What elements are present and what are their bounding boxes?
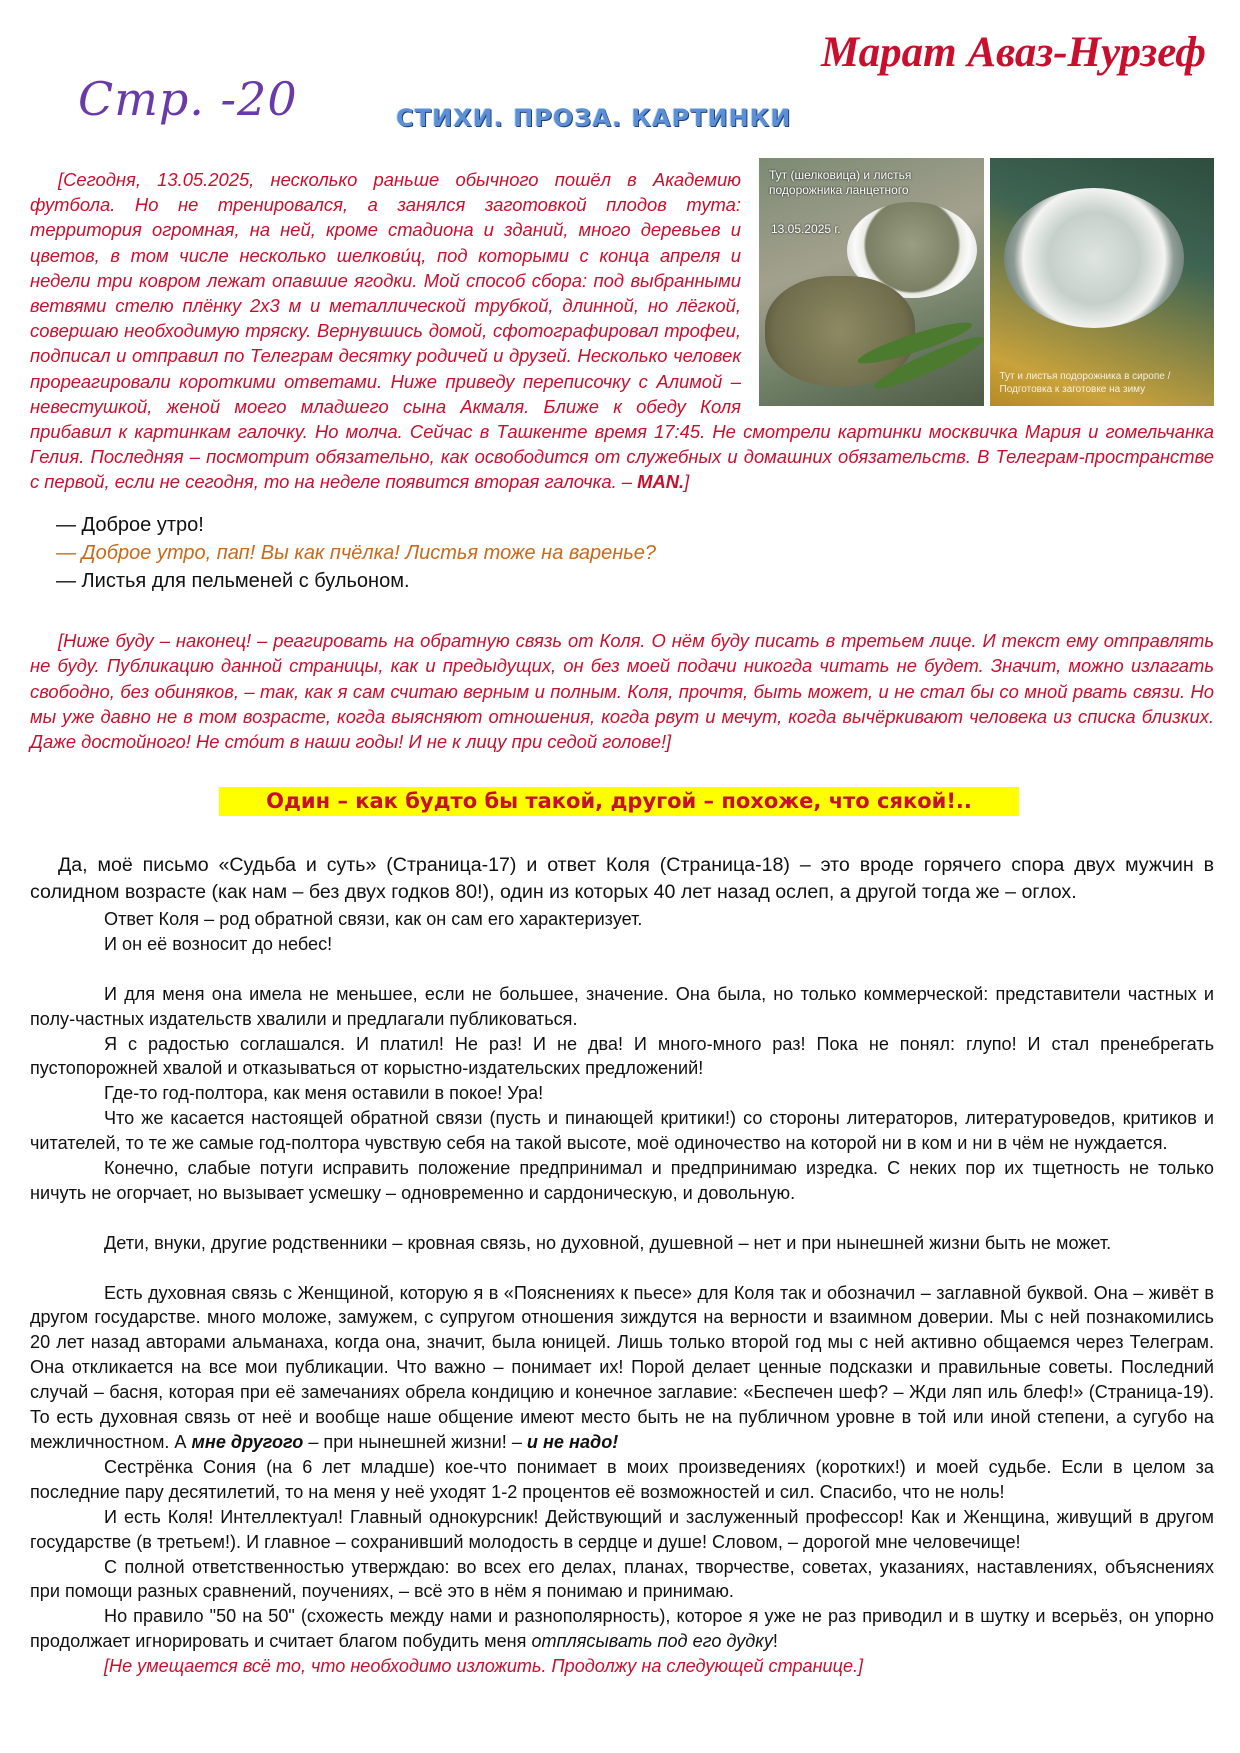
section-title: СТИХИ. ПРОЗА. КАРТИНКИ — [396, 104, 792, 132]
emphasis-text: мне другого — [191, 1431, 304, 1452]
photo-caption: Тут (шелковица) и листья подорожника ланцетного — [769, 168, 912, 197]
body-paragraph: С полной ответственностью утверждаю: во всех его делах, планах, творчестве, советах, указаниях, наставлениях, объяснениях при помощи разных сравнений, поучениях, – всё это в нём я понимаю и принимаю. — [30, 1556, 1214, 1602]
body-text-run: Есть духовная связь с Женщиной, которую я в «Пояснениях к пьесе» для Коля так и обозначил – заглавной буквой. Она – живёт в другом государстве. много моложе, замужем, с супругом отношения зиждутся на верности и взаимном доверии. Мы с ней познакомились 20 лет назад авторами альманаха, когда она, значит, была юницей. Лишь только второй год мы с ней активно общаемся через Телеграм. Она откликается на все мои публикации. Что важно – понимает их! Порой делает ценные подсказки и правильные советы. Последний случай – басня, которая при её замечаниях обрела кондицию и конечное заглавие: «Беспечен шеф? – Жди ляп иль блеф!» (Страница-19). То есть духовная связь от неё и вообще наше общение имеют место быть не на публичном уровне в той или иной степени, а сугубо на межличностном. А — [30, 1282, 1214, 1452]
dialog-line-3: — Листья для пельменей с бульоном. — [56, 570, 410, 592]
body-text-run: ! — [772, 1631, 778, 1652]
photo-date: 13.05.2025 г. — [771, 222, 841, 236]
body-text-run: Но правило "50 на 50" (схожесть между нами и разнополярность), которое я уже не раз приводил и в шутку и всерьёз, он упорно продолжает игнорировать и считает благом побудить меня — [30, 1606, 1214, 1652]
body-paragraph: Я с радостью соглашался. И платил! Не раз! И не два! И много-много раз! Пока не понял: глупо! И стал пренебрегать пустопорожней хвалой и отказываться от корыстно-издательских предложений! — [30, 1033, 1214, 1079]
body-paragraph: Конечно, слабые потуги исправить положение предпринимал и предпринимаю изредка. С неких пор их тщетность не только ничуть не огорчает, но вызывает усмешку – одновременно и сардоническую, и довольную. — [30, 1158, 1214, 1203]
dialog-line-1: — Доброе утро! — [56, 514, 204, 536]
dialog-block — [56, 511, 656, 595]
continued-note: [Не умещается всё то, что необходимо изложить. Продолжу на следующей странице.] — [104, 1656, 864, 1677]
intro-close: ] — [684, 471, 690, 493]
photo-bowl-syrup — [990, 158, 1215, 406]
body-paragraph: И он её возносит до небес! — [104, 933, 333, 954]
page-number: Стр. -20 — [78, 72, 298, 126]
emphasis-text: и не надо! — [526, 1431, 619, 1452]
body-paragraph: Ответ Коля – род обратной связи, как он сам его характеризует. — [104, 909, 643, 929]
body-paragraph: Где-то год-полтора, как меня оставили в покое! Ура! — [104, 1083, 544, 1104]
photo-note: Тут и листья подорожника в сиропе / Подготовка к заготовке на зиму — [999, 371, 1171, 395]
highlighted-headline: Один – как будто бы такой, другой – похоже, что сякой!.. — [219, 787, 1019, 816]
intro-text: [Сегодня, 13.05.2025, несколько раньше обычного пошёл в Академию футбола. Но не тренировался, а занялся заготовкой плодов тута: территория огромная, на ней, кроме стадиона и зданий, много деревьев и цветов, в том числе несколько шелкови́ц, под которыми с конца апреля и недели три ковром лежат опавшие ягодки. Мой способ сбора: под выбранными ветвями стелю плёнку 2х3 м и металлической трубкой, длинной, но лёгкой, совершаю необходимую тряску. Вернувшись домой, сфотографировал трофеи, подписал и отправил по Телеграм десятку родичей и друзей. Несколько человек прореагировали короткими ответами. Ниже приведу переписочку с Алимой – невестушкой, женой моего младшего сына Акмаля. Ближе к обеду Коля прибавил к картинкам галочку. Но молча. Сейчас в Ташкенте время 17:45. Не смотрели картинки москвичка Мария и гомельчанка Гелия. Последняя – посмотрит обязательно, как освободится от служебных и домашних обязательств. В Телеграм-пространстве с первой, если не сегодня, то на неделе появится вторая галочка. – — [30, 169, 1214, 493]
body-text — [30, 907, 1214, 1679]
author-name: Марат Аваз-Нурзеф — [821, 29, 1206, 76]
italic-text: отплясывать под его дудку — [531, 1631, 773, 1652]
body-paragraph: Что же касается настоящей обратной связи (пусть и пинающей критики!) со стороны литераторов, литературоведов, критиков и читателей, то те же самые год-полтора чувствую себя на такой высоте, моё одиночество на которой ни в ком и ни в чём не нуждается. — [30, 1108, 1214, 1154]
body-paragraph: Сестрёнка Сония (на 6 лет младше) кое-что понимает в моих произведениях (коротких!) и моей судьбе. Если в целом за последние пару десятилетий, то на меня у неё уходят 1-2 процентов её возможностей и сил. Спасибо, что не ноль! — [30, 1456, 1214, 1502]
photo-pair — [759, 158, 1214, 406]
author-note: [Ниже буду – наконец! – реагировать на обратную связь от Коля. О нём буду писать в третьем лице. И текст ему отправлять не буду. Публикацию данной страницы, как и предыдущих, он без моей подачи никогда читать не будет. Значит, можно излагать свободно, без обиняков, – так, как я сам считаю верным и полным. Коля, прочтя, быть может, и не стал бы со мной рвать связи. Но мы уже давно не в том возрасте, когда выясняют отношения, когда рвут и мечут, когда вычёркивают человека из списка близких. Даже достойного! Не сто́ит в наши годы! И не к лицу при седой голове!] — [30, 630, 1214, 753]
body-paragraph: Дети, внуки, другие родственники – кровная связь, но духовной, душевной – нет и при нынешней жизни быть не может. — [104, 1232, 1112, 1253]
berries-pile-image — [765, 276, 915, 386]
body-paragraph-lead: Да, моё письмо «Судьба и суть» (Страница-17) и ответ Коля (Страница-18) – это вроде горячего спора двух мужчин в солидном возрасте (как нам – без двух годков 80!), один из которых 40 лет назад ослеп, а другой тогда же – оглох. — [30, 854, 1214, 903]
photo-mulberries-bowl — [759, 158, 984, 406]
intro-signature: MAN. — [637, 471, 685, 493]
body-paragraph: И есть Коля! Интеллектуал! Главный однокурсник! Действующий и заслуженный профессор! Как и Женщина, живущий в другом государстве (в третьем!). И главное – сохранивший молодость в сердце и душе! Словом, – дорогой мне человечище! — [30, 1506, 1214, 1552]
dialog-line-2: — Доброе утро, пап! Вы как пчёлка! Листья тоже на варенье? — [56, 542, 657, 564]
body-text-run: – при нынешней жизни! – — [303, 1431, 527, 1452]
bowl-image — [1004, 188, 1184, 328]
body-paragraph — [30, 1281, 1214, 1455]
body-paragraph: И для меня она имела не меньшее, если не большее, значение. Она была, но только коммерческой: представители частных и полу-частных издательств хвалили и предлагали публиковаться. — [30, 983, 1214, 1029]
body-paragraph — [30, 1604, 1214, 1654]
intro-block — [30, 167, 1214, 495]
